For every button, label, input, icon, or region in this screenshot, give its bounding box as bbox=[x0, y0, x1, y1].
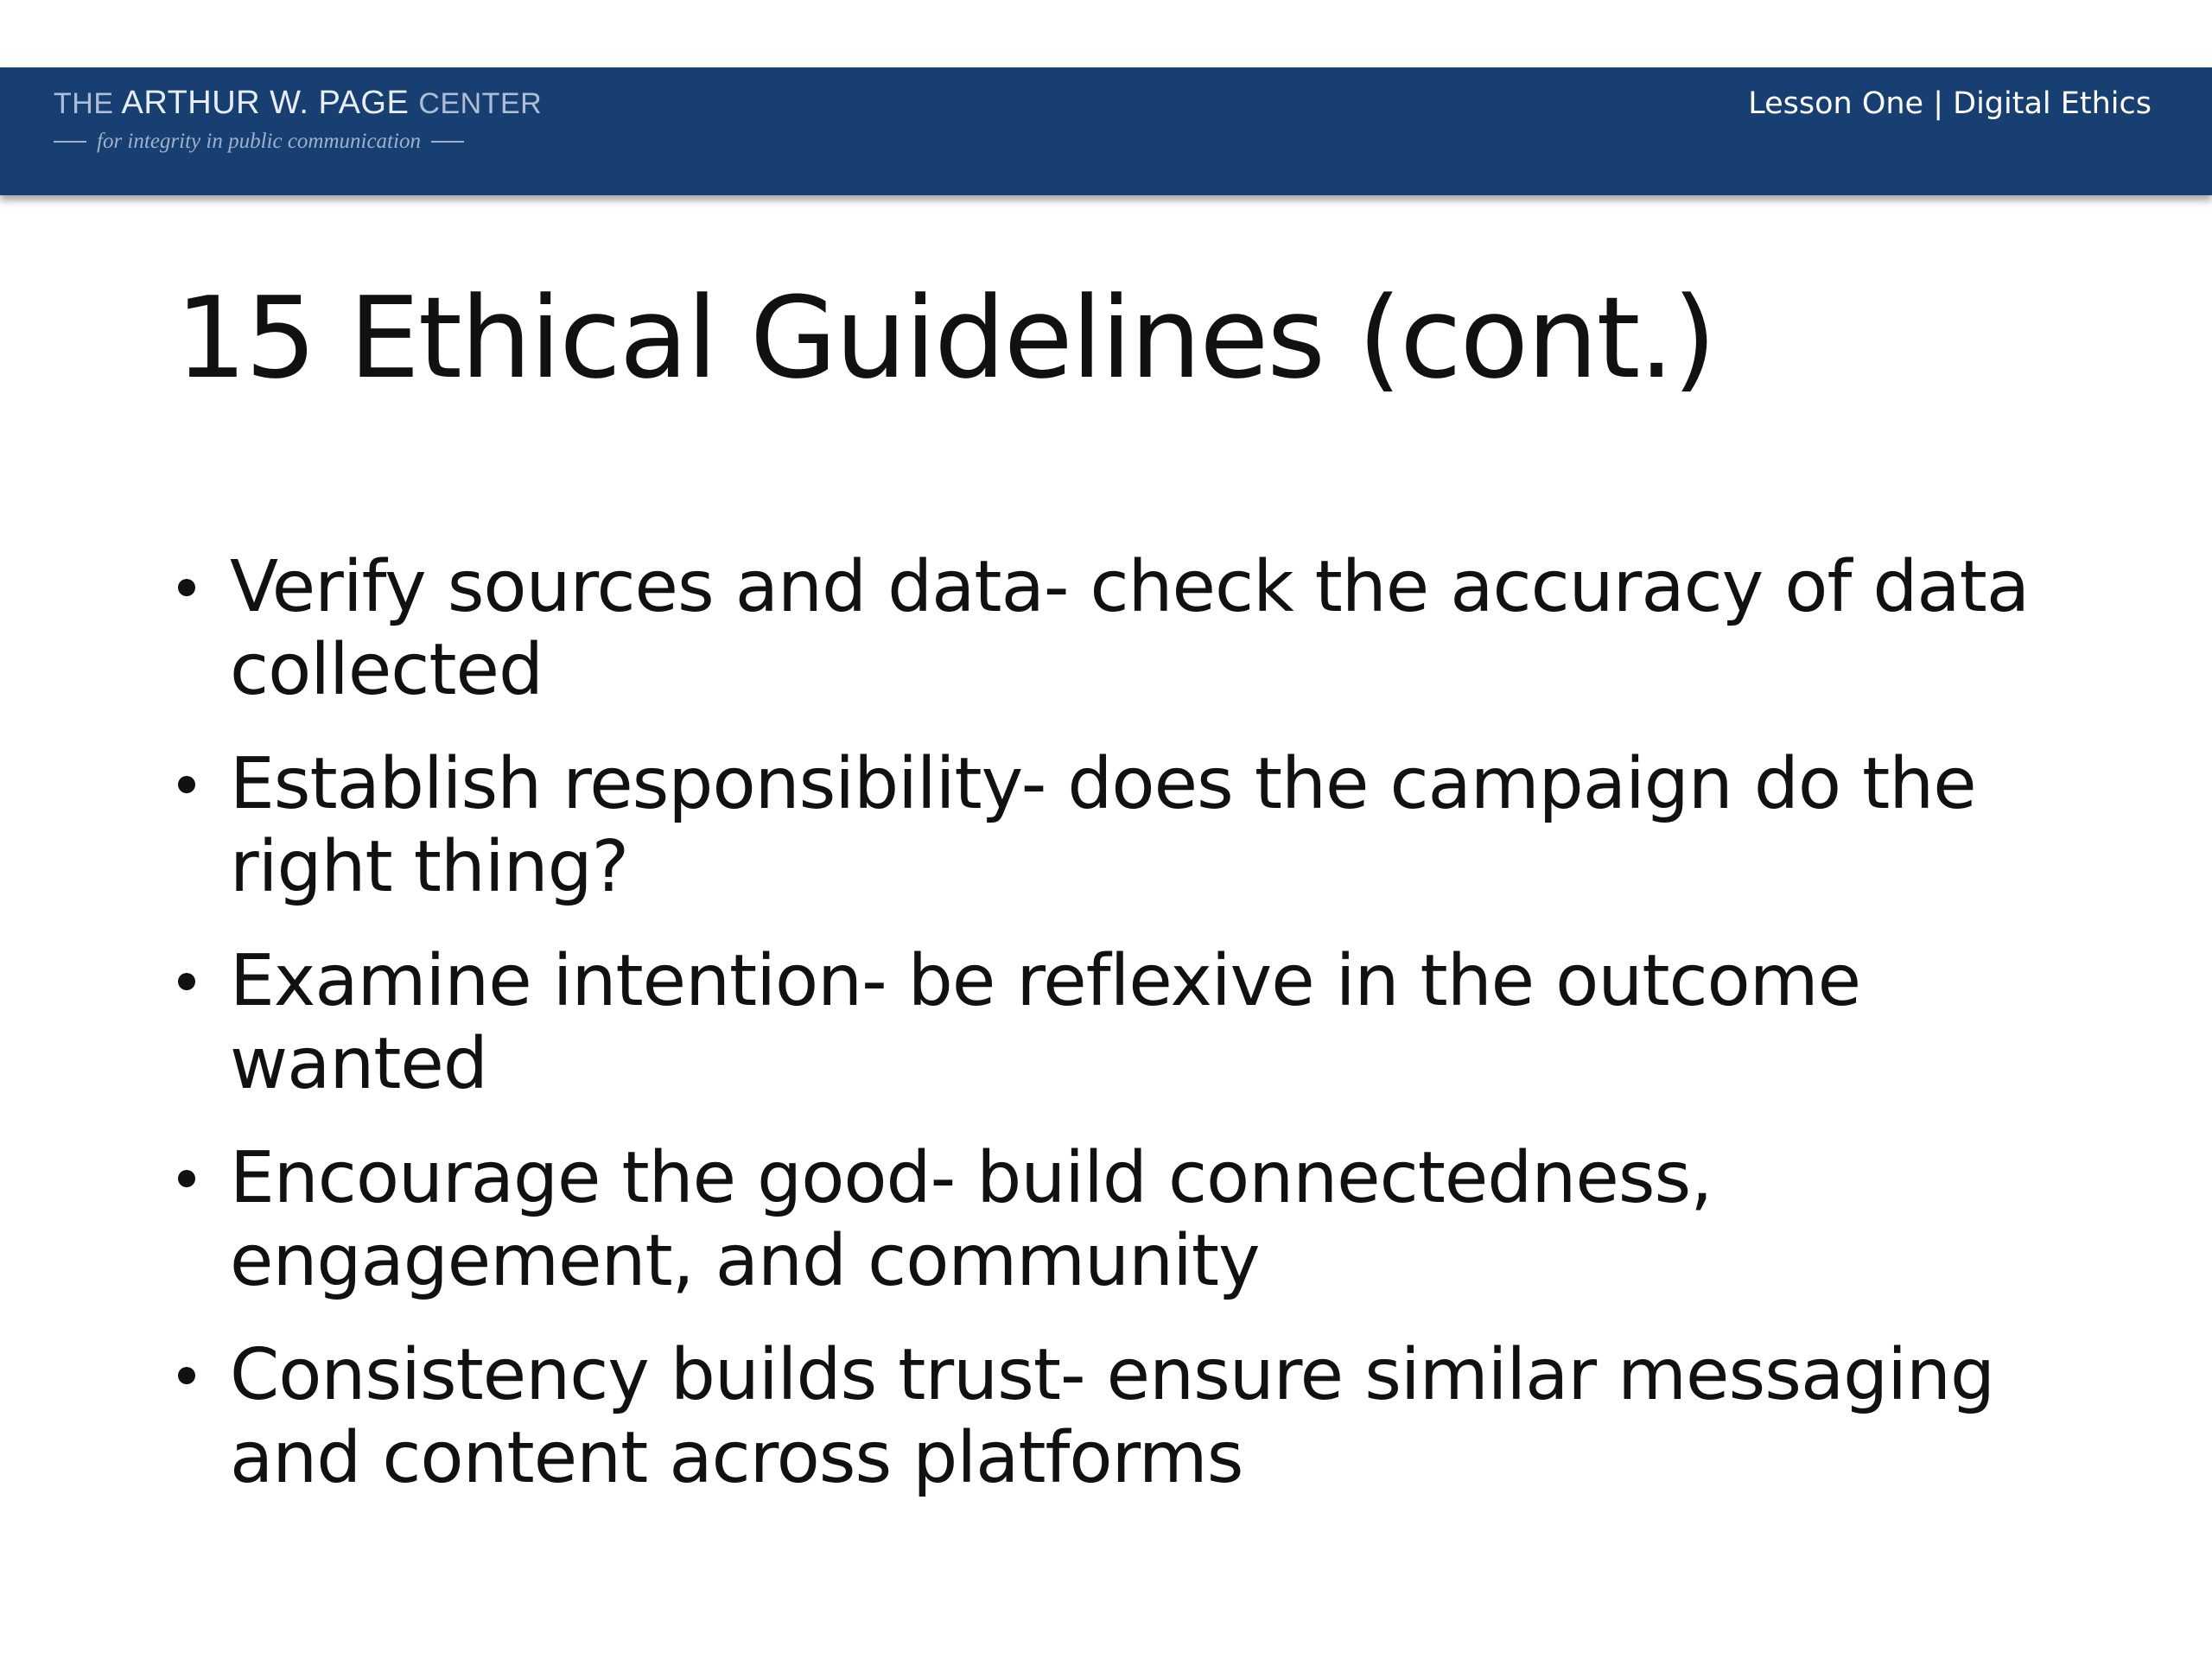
bullet-text: Establish responsibility- does the campaign do the right thing? bbox=[230, 743, 1976, 908]
bullet-item bbox=[173, 1334, 2108, 1500]
bullet-item bbox=[173, 940, 2108, 1106]
bullet-text: Encourage the good- build connectedness, engagement, and community bbox=[230, 1137, 1713, 1302]
bullet-dot-icon bbox=[178, 579, 195, 596]
logo-the: THE bbox=[54, 87, 114, 120]
slide-title: 15 Ethical Guidelines (cont.) bbox=[175, 272, 1715, 404]
bullet-text: Examine intention- be reflexive in the outcome wanted bbox=[230, 940, 1861, 1105]
logo-wordmark bbox=[54, 86, 542, 119]
bullet-text: Consistency builds trust- ensure similar messaging and content across platforms bbox=[230, 1334, 1995, 1499]
bullet-list bbox=[173, 546, 2108, 1531]
logo-tagline: for integrity in public communication bbox=[97, 130, 421, 153]
lesson-label: Lesson One | Digital Ethics bbox=[1748, 86, 2152, 121]
logo-center: CENTER bbox=[418, 87, 543, 120]
bullet-dot-icon bbox=[178, 1170, 195, 1187]
bullet-item bbox=[173, 546, 2108, 712]
bullet-dot-icon bbox=[178, 973, 195, 990]
bullet-dot-icon bbox=[178, 776, 195, 793]
bullet-text: Verify sources and data- check the accuracy of data collected bbox=[230, 546, 2030, 711]
page-center-logo bbox=[54, 86, 542, 154]
logo-rule-right bbox=[431, 141, 464, 143]
bullet-item bbox=[173, 1137, 2108, 1303]
logo-tagline-row bbox=[54, 130, 542, 154]
logo-name: ARTHUR W. PAGE bbox=[121, 85, 410, 121]
bullet-item bbox=[173, 743, 2108, 909]
header-bar bbox=[0, 67, 2212, 195]
bullet-dot-icon bbox=[178, 1367, 195, 1384]
logo-rule-left bbox=[54, 141, 86, 143]
